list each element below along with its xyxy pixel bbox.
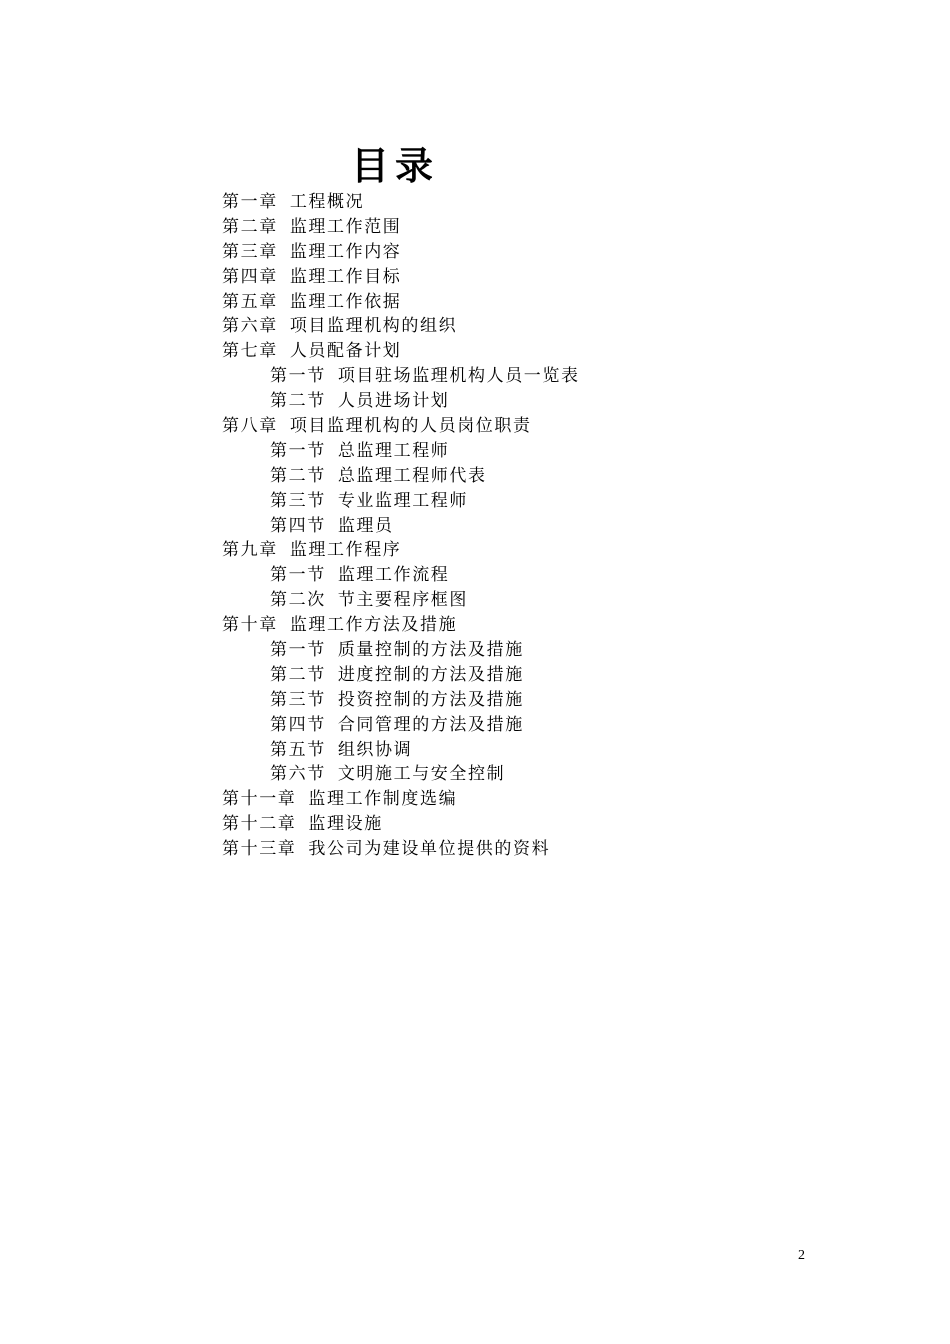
toc-entry-number: 第十三章 (222, 839, 297, 860)
toc-entry-title: 项目监理机构的人员岗位职责 (289, 416, 532, 437)
page-number: 2 (798, 1248, 805, 1263)
toc-entry-number: 第五章 (222, 291, 278, 312)
toc-entry-title: 监理工作制度选编 (308, 789, 458, 810)
toc-entry-title: 监理工作方法及措施 (289, 615, 458, 636)
toc-subentry (222, 514, 580, 539)
toc-subentry (222, 738, 580, 763)
toc-entry-title: 监理工作范围 (289, 216, 402, 237)
toc-subentry (222, 389, 580, 414)
toc-entry (222, 314, 580, 339)
toc-entry-number: 第一节 (270, 366, 326, 387)
toc-entry-number: 第一节 (270, 440, 326, 461)
toc-entry-title: 总监理工程师 (337, 440, 450, 461)
toc-entry-title: 质量控制的方法及措施 (337, 640, 524, 661)
toc-entry-number: 第十二章 (222, 814, 297, 835)
toc-entry-number: 第三节 (270, 689, 326, 710)
page-title: 目录 (350, 143, 439, 189)
toc-entry-number: 第八章 (222, 416, 278, 437)
toc-entry-title: 节主要程序框图 (337, 590, 469, 611)
toc-entry-number: 第四章 (222, 266, 278, 287)
toc-entry-title: 合同管理的方法及措施 (337, 714, 524, 735)
toc-entry-number: 第四节 (270, 714, 326, 735)
toc-subentry (222, 688, 580, 713)
toc-subentry (222, 713, 580, 738)
toc-subentry (222, 464, 580, 489)
toc-entry-title: 监理工作流程 (337, 565, 450, 586)
toc-entry-number: 第二节 (270, 391, 326, 412)
toc-entry-number: 第五节 (270, 739, 326, 760)
toc-subentry (222, 588, 580, 613)
toc-entry-number: 第十一章 (222, 789, 297, 810)
toc-entry (222, 240, 580, 265)
toc-entry-title: 人员进场计划 (337, 391, 450, 412)
toc-entry-number: 第二节 (270, 664, 326, 685)
toc-entry (222, 215, 580, 240)
toc-entry-title: 我公司为建设单位提供的资料 (308, 839, 551, 860)
toc-subentry (222, 364, 580, 389)
toc-entry-number: 第九章 (222, 540, 278, 561)
toc-entry-number: 第一章 (222, 192, 278, 212)
toc-entry-number: 第一节 (270, 640, 326, 661)
toc-entry-number: 第三章 (222, 241, 278, 262)
toc-entry (222, 787, 580, 812)
toc-entry-title: 人员配备计划 (289, 341, 402, 362)
toc-entry-title: 监理工作依据 (289, 291, 402, 312)
toc-entry (222, 190, 580, 215)
toc-entry (222, 290, 580, 315)
toc-entry-number: 第二节 (270, 465, 326, 486)
toc-entry-title: 监理设施 (308, 814, 383, 835)
toc-entry-title: 投资控制的方法及措施 (337, 689, 524, 710)
toc-subentry (222, 663, 580, 688)
toc-entry-number: 第十章 (222, 615, 278, 636)
toc-entry (222, 265, 580, 290)
toc-subentry (222, 638, 580, 663)
toc-entry-title: 进度控制的方法及措施 (337, 664, 524, 685)
toc-entry (222, 414, 580, 439)
toc-entry-title: 组织协调 (337, 739, 413, 760)
toc-entry (222, 339, 580, 364)
toc-entry-title: 专业监理工程师 (337, 490, 469, 511)
toc-entry-title: 监理员 (337, 515, 394, 536)
toc-entry-title: 监理工作内容 (289, 241, 402, 262)
toc-entry (222, 538, 580, 563)
toc-subentry (222, 762, 580, 787)
toc-entry-number: 第三节 (270, 490, 326, 511)
toc-entry-title: 项目监理机构的组织 (289, 316, 458, 337)
toc-entry-title: 项目驻场监理机构人员一览表 (337, 366, 580, 387)
toc-entry-number: 第四节 (270, 515, 326, 536)
toc-entry-number: 第一节 (270, 565, 326, 586)
toc-entry-title: 文明施工与安全控制 (337, 764, 506, 785)
table-of-contents (222, 190, 580, 862)
toc-entry (222, 837, 580, 862)
toc-entry (222, 613, 580, 638)
toc-entry-title: 工程概况 (289, 192, 365, 212)
toc-entry-number: 第七章 (222, 341, 278, 362)
toc-subentry (222, 489, 580, 514)
toc-entry (222, 812, 580, 837)
toc-entry-title: 总监理工程师代表 (337, 465, 487, 486)
toc-entry-title: 监理工作目标 (289, 266, 402, 287)
toc-subentry (222, 563, 580, 588)
toc-entry-number: 第六节 (270, 764, 326, 785)
toc-entry-number: 第六章 (222, 316, 278, 337)
toc-entry-number: 第二次 (270, 590, 326, 611)
toc-entry-number: 第二章 (222, 216, 278, 237)
toc-subentry (222, 439, 580, 464)
toc-entry-title: 监理工作程序 (289, 540, 402, 561)
